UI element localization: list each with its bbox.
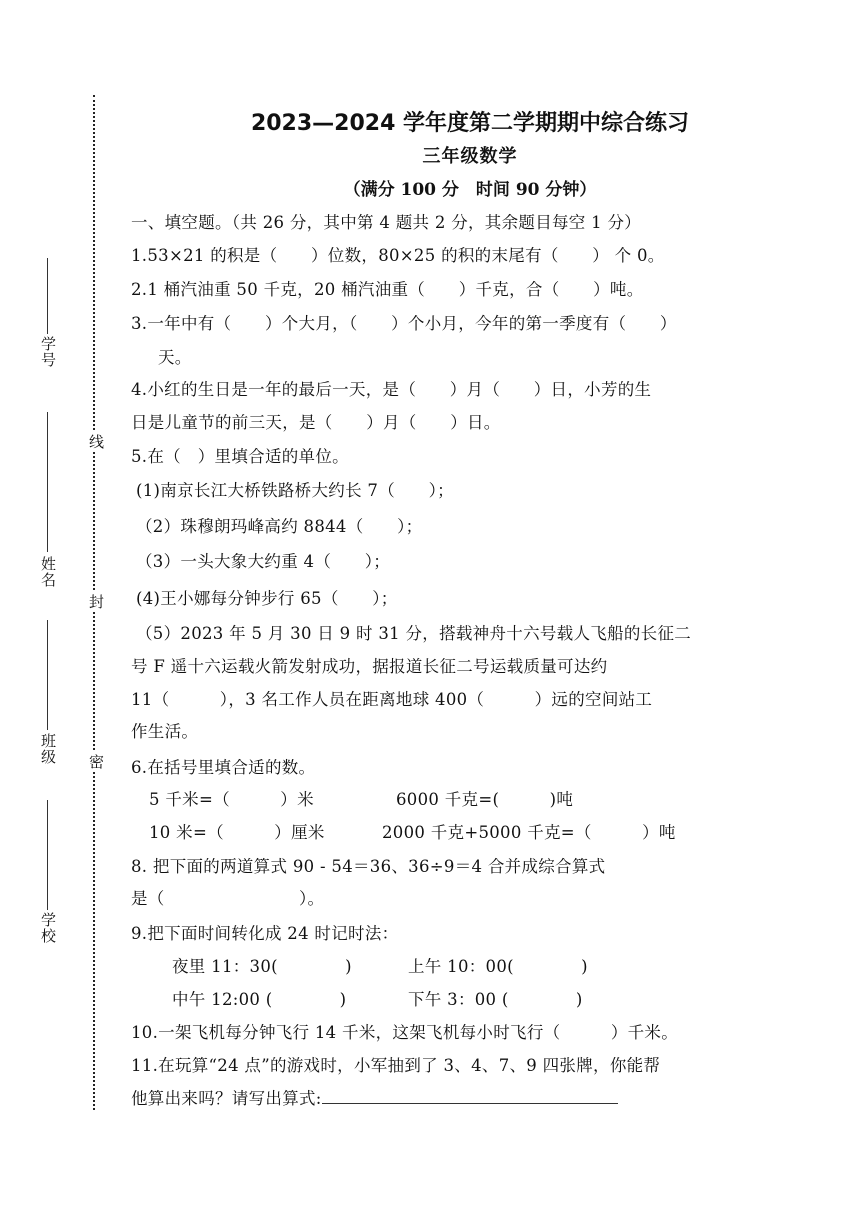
question-10: 10.一架飞机每分钟飞行 14 千米，这架飞机每小时飞行（ ）千米。 <box>131 1023 679 1042</box>
question-8-line-1: 8. 把下面的两道算式 90 - 54＝36、36÷9＝4 合并成综合算式 <box>131 857 606 876</box>
question-11-text: 他算出来吗？请写出算式: <box>131 1089 322 1108</box>
name-blank <box>47 412 48 552</box>
question-2: 2.1 桶汽油重 50 千克，20 桶汽油重（ ）千克，合（ ）吨。 <box>131 280 644 299</box>
question-9-item-a: 夜里 11：30( ) <box>172 957 352 976</box>
question-5-item-2: （2）珠穆朗玛峰高约 8844（ ）； <box>136 517 423 536</box>
question-3-line-2: 天。 <box>158 348 192 367</box>
question-11-line-2 <box>131 1085 618 1109</box>
question-5-item-4: (4)王小娜每分钟步行 65（ ）； <box>136 589 398 608</box>
seal-line-mark: 线 <box>87 434 105 449</box>
question-6-item-a: 5 千米=（ ）米 <box>149 790 314 809</box>
question-5-item-5-line-4: 作生活。 <box>131 722 199 741</box>
school-blank <box>47 800 48 910</box>
seal-dense-mark: 密 <box>87 754 105 769</box>
question-8-line-2: 是（ ）。 <box>131 889 325 908</box>
question-5-item-3: （3）一头大象大约重 4（ ）； <box>136 552 391 571</box>
student-id-label: 学号 <box>39 336 57 368</box>
section-heading: 一、填空题。（共 26 分，其中第 4 题共 2 分，其余题目每空 1 分） <box>131 213 642 232</box>
student-id-blank <box>47 258 48 334</box>
class-label: 班级 <box>39 733 57 765</box>
exam-title: 2023—2024 学年度第二学期期中综合练习 <box>250 111 690 136</box>
question-9-item-c: 中午 12:00 ( ) <box>172 990 347 1009</box>
question-6-item-c: 10 米=（ ）厘米 <box>149 823 325 842</box>
question-3-line-1: 3.一年中有（ ）个大月，（ ）个小月，今年的第一季度有（ ） <box>131 314 677 333</box>
question-5-item-5-line-2: 号 F 遥十六运载火箭发射成功，据报道长征二号运载质量可达约 <box>131 657 608 676</box>
name-label: 姓名 <box>39 556 57 588</box>
answer-blank-line[interactable] <box>322 1102 618 1104</box>
exam-info: （满分 100 分 时间 90 分钟） <box>343 180 597 200</box>
question-9: 9.把下面时间转化成 24 时记时法： <box>131 924 399 943</box>
question-5: 5.在（ ）里填合适的单位。 <box>131 447 349 466</box>
question-9-item-b: 上午 10：00( ) <box>408 957 588 976</box>
question-6-item-b: 6000 千克=( )吨 <box>396 790 574 809</box>
question-6-item-d: 2000 千克+5000 千克=（ ）吨 <box>382 823 676 842</box>
question-1: 1.53×21 的积是（ ）位数，80×25 的积的末尾有（ ） 个 0。 <box>131 246 665 265</box>
question-5-item-5-line-3: 11（ ），3 名工作人员在距离地球 400（ ）远的空间站工 <box>131 690 653 709</box>
class-blank <box>47 620 48 730</box>
question-6: 6.在括号里填合适的数。 <box>131 758 316 777</box>
question-9-item-d: 下午 3：00 ( ) <box>408 990 583 1009</box>
question-5-item-1: (1)南京长江大桥铁路桥大约长 7（ ）； <box>136 481 454 500</box>
question-11-line-1: 11.在玩算“24 点”的游戏时，小军抽到了 3、4、7、9 四张牌，你能帮 <box>131 1056 661 1075</box>
question-4-line-1: 4.小红的生日是一年的最后一天，是（ ）月（ ）日，小芳的生 <box>131 380 652 399</box>
exam-subtitle: 三年级数学 <box>422 146 518 167</box>
question-4-line-2: 日是儿童节的前三天，是（ ）月（ ）日。 <box>131 413 501 432</box>
question-5-item-5-line-1: （5）2023 年 5 月 30 日 9 时 31 分，搭载神舟十六号载人飞船的长征二 <box>136 624 692 643</box>
school-label: 学校 <box>39 912 57 944</box>
seal-seal-mark: 封 <box>87 594 105 609</box>
